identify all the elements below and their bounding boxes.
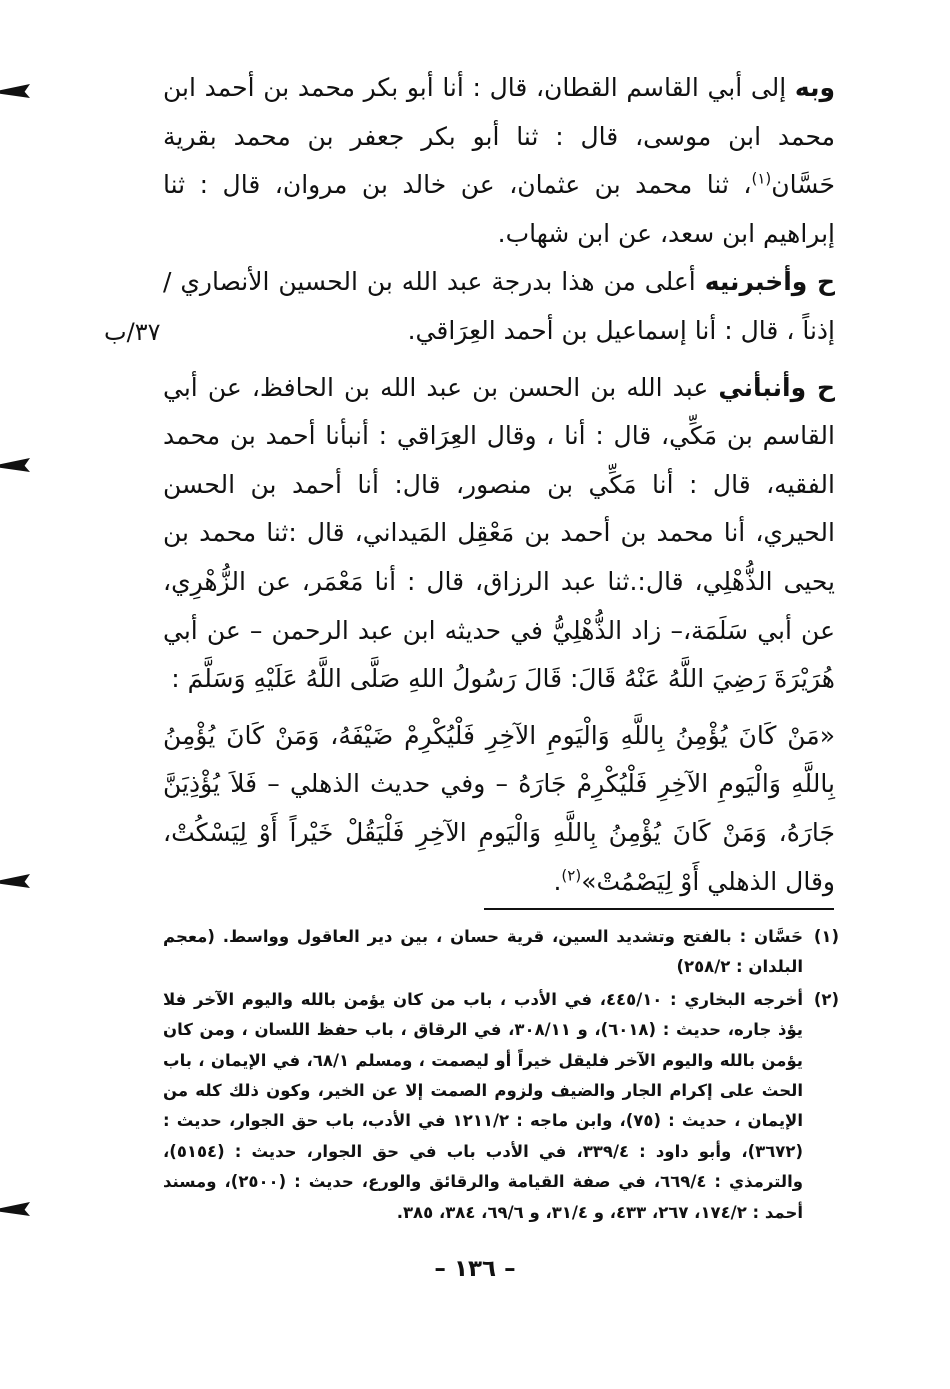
paragraph-isnad-1 bbox=[163, 64, 835, 258]
footnote-text: أخرجه البخاري : ٤٤٥/١٠، في الأدب ، باب من كان يؤمن بالله واليوم الآخر فلا يؤذ جاره، حديث : (٦٠١٨)، و ٣٠٨/١١، في الرقاق ، باب حفظ اللسان ، ومن كان يؤمن بالله واليوم الآخر فليقل خيراً أو ليصمت ، ومسلم ٦٨/١، في الإيمان ، باب الحث على إكرام الجار والضيف ولزوم الصمت إلا عن الخير، وكون ذلك كله من الإيمان ، حديث : (٧٥)، وابن ماجه : ١٢١١/٢ في الأدب، باب حق الجوار، حديث : (٣٦٧٢)، وأبو داود : ٣٣٩/٤، في الأدب باب في حق الجوار، حديث : (٥١٥٤)، والترمذي : ٦٦٩/٤، في صفة القيامة والرقائق والورع، حديث : (٢٥٠٠)، ومسند أحمد : ١٧٤/٢، ٢٦٧، ٤٣٣، و ٣١/٤، و ٦٩/٦، ٣٨٤، ٣٨٥. bbox=[163, 989, 804, 1222]
footnote-separator bbox=[484, 908, 834, 910]
footnote-text: حَسَّان : بالفتح وتشديد السين، قرية حسان ، بين دير العاقول وواسط. (معجم البلدان : ٢٥٨/٢) bbox=[163, 927, 803, 977]
paragraph-hadith bbox=[163, 712, 835, 906]
paragraph-isnad-2 bbox=[163, 258, 835, 355]
paragraph-text: عبد الله بن الحسن بن عبد الله بن الحافظ، عن أبي القاسم بن مَكِّي، قال : أنا ، وقال العِرَاقي : أنبأنا أحمد بن محمد الفقيه، قال : أنا مَكِّي بن منصور، قال: أنا أحمد بن الحسن الحيري، أنا محمد بن أحمد بن مَعْقِل المَيداني، قال :ثنا محمد بن يحيى الذُّهْلِي، قال:.ثنا عبد الرزاق، قال : أنا مَعْمَر، عن الزُّهْرِي، عن أبي سَلَمَة،– زاد الذُّهْلِيُّ في حديثه ابن عبد الرحمن – عن أبي هُرَيْرَةَ رَضِيَ اللَّهُ عَنْهُ قَالَ: قَالَ رَسُولُ اللهِ صَلَّى اللَّهُ عَلَيْهِ وَسَلَّمَ : bbox=[163, 372, 835, 694]
footnotes bbox=[163, 922, 839, 1228]
paragraph-text-cont: ، ثنا محمد بن عثمان، عن خالد بن مروان، قال : ثنا إبراهيم ابن سعد، عن ابن شهاب. bbox=[163, 170, 835, 248]
footnote-number: (١) bbox=[813, 927, 839, 946]
hadith-text: «مَنْ كَانَ يُؤْمِنُ بِاللَّهِ وَالْيَومِ الآخِرِ فَلْيُكْرِمْ ضَيْفَهُ، وَمَنْ كَانَ يُؤْمِنُ بِاللَّهِ وَالْيَومِ الآخِرِ فَلْيُكْرِمْ جَارَهُ – وفي حديث الذهلي – فَلاَ يُؤْذِيَنَّ جَارَهُ، وَمَنْ كَانَ يُؤْمِنُ بِاللَّهِ وَالْيَومِ الآخِرِ فَلْيَقُلْ خَيْراً أَوْ لِيَسْكُتْ، وقال الذهلي أَوْ لِيَصْمُتْ» bbox=[163, 720, 835, 896]
footnote-ref-2: (٢) bbox=[561, 866, 582, 885]
manuscript-folio-note: ٣٧/ب bbox=[104, 318, 161, 346]
hadith-text-end: . bbox=[553, 866, 562, 896]
footnote-ref-1: (١) bbox=[751, 169, 772, 188]
footnote-number: (٢) bbox=[813, 989, 839, 1009]
paragraph-lead: ح وأخبرنيه bbox=[704, 267, 836, 297]
paragraph-lead: وبه bbox=[794, 73, 835, 102]
paragraph-text: أعلى من هذا بدرجة عبد الله بن الحسين الأنصاري / إذناً ، قال : أنا إسماعيل بن أحمد العِرَاقي. bbox=[163, 267, 835, 345]
margin-mark-2 bbox=[0, 458, 30, 472]
footnote-1 bbox=[163, 922, 839, 983]
paragraph-text: إلى أبي القاسم القطان، قال : أنا أبو بكر محمد بن أحمد ابن محمد ابن موسى، قال : ثنا أبو بكر جعفر بن محمد بقرية حَسَّان bbox=[163, 73, 835, 200]
page-number: – ١٣٦ – bbox=[434, 1256, 516, 1282]
margin-mark-4 bbox=[0, 1202, 30, 1216]
footnote-2 bbox=[163, 985, 839, 1228]
margin-mark-3 bbox=[0, 874, 30, 888]
margin-mark-1 bbox=[0, 84, 30, 98]
paragraph-lead: ح وأنبأني bbox=[718, 372, 835, 402]
main-text bbox=[163, 64, 835, 906]
paragraph-isnad-3 bbox=[163, 364, 835, 704]
